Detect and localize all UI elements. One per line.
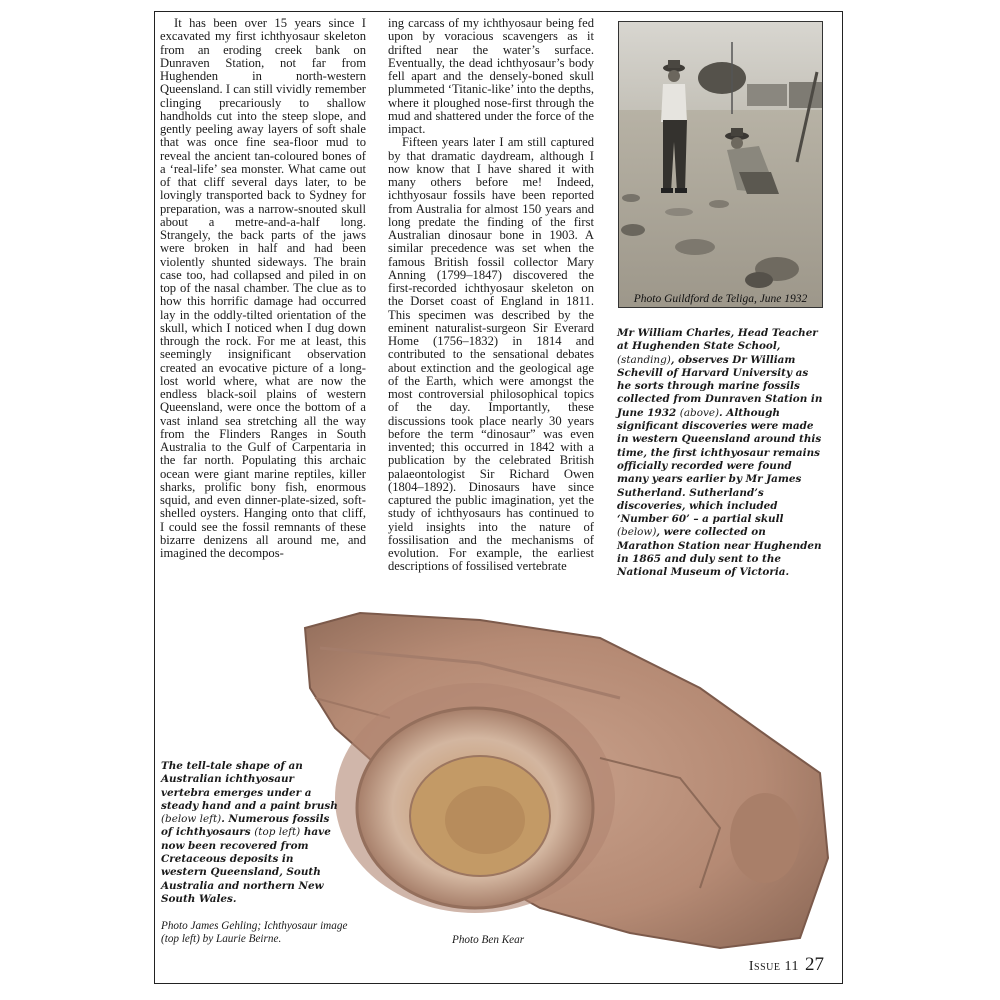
page-number: 27 — [805, 954, 824, 975]
caption-text: Mr William Charles, Head Teacher at Hughenden State School, — [617, 327, 818, 353]
photo-credit-left: Photo James Gehling; Ichthyosaur image (top left) by Laurie Beirne. — [161, 920, 348, 945]
caption-text: . Although significant discoveries were made in western Queensland around this time, the first ichthyosaur remains officially recorded were found many years earlier by Mr James Sutherland. Sutherland’s discoveries, which included ‘Number 60’ – a partial skull — [617, 406, 822, 526]
caption-text: (below) — [617, 526, 657, 539]
magazine-page — [154, 11, 843, 984]
caption-text: , were collected on Marathon Station near Hughenden in 1865 and duly sent to the National Museum of Victoria. — [617, 526, 822, 579]
fossil-skull-image — [300, 608, 830, 954]
caption-text: (above) — [679, 406, 720, 419]
historic-photo-image — [619, 22, 823, 308]
fossil-photo — [300, 608, 830, 954]
photo-caption-right — [617, 327, 825, 580]
page-folio — [749, 954, 824, 976]
caption-text: (standing) — [617, 353, 671, 366]
caption-text: (top left) — [254, 826, 301, 839]
caption-text: . Numerous fossils of ichthyosaurs — [161, 813, 330, 839]
issue-label: Issue 11 — [748, 959, 799, 974]
historic-photo — [618, 21, 823, 308]
article-paragraph: Fifteen years later I am still captured by that dramatic daydream, although I now know that I have shared it with many others before me! Indeed, ichthyosaur fossils have been reported from Australia for almost 150 years and long predate the finding of the first Australian dinosaur bone in 1903. A similar precedence was set when the famous British fossil collector Mary Anning (1799–1847) discovered the first-recorded ichthyosaur skeleton on the Dorset coast of England in 1811. This specimen was described by the eminent naturalist-surgeon Sir Everard Home (1756–1832) in 1814 and contributed to the sensational debates about extinction and the geological age of the Earth, which were amongst the most controversial philosophical topics of the day. Importantly, these discussions took place nearly 30 years before the term “dinosaur” was even invented; this occurred in 1842 with a publication by the celebrated British palaeontologist Sir Richard Owen (1804–1892). Dinosaurs have since captured the public imagination, yet the study of ichthyosaurs has continued to yield insights into the nature of fossilisation and the mechanisms of evolution. For example, the earliest descriptions of fossilised vertebrate — [388, 135, 594, 574]
photo-credit-fossil: Photo Ben Kear — [452, 934, 525, 946]
photo-caption-left — [161, 760, 341, 906]
article-paragraph: It has been over 15 years since I excavated my first ichthyosaur skeleton from an eroding creek bank on Dunraven Station, not far from Hughenden in north-western Queensland. I can still vividly remember clinging precariously to shallow handholds cut into the steep slope, and gently peeling away layers of soft shale that was once fine sea-floor mud to reveal the ancient tan-coloured bones of a ‘real-life’ sea monster. What came out of that cliff several days later, to be lovingly transported back to Sydney for preparation, was a narrow-snouted skull about a metre-and-a-half long. Strangely, the back parts of the jaws were broken in half and had been violently shunted sideways. The brain case too, had collapsed and piled in on top of the nasal chamber. The clue as to how this horrific damage had occurred lay in the oddly-tilted orientation of the skull, which I noticed when I dug down through the rock. For me at least, this seemingly insignificant observation created an evocative picture of a long-lost world where, what are now the endless black-soil plains of western Queensland, were once the bottom of a vast inland sea stretching all the way from the Flinders Ranges in South Australia to the Gulf of Carpentaria in the far north. Populating this archaic ocean were giant marine reptiles, killer sharks, prolific bony fish, enormous squid, and even dinner-plate-sized, soft-shelled oysters. Hanging onto that cliff, I could see the fossil remnants of these bizarre denizens all around me, and imagined the decompos- — [160, 16, 366, 560]
caption-text: The tell-tale shape of an Australian ichthyosaur vertebra emerges under a steady hand and a paint brush — [161, 760, 338, 812]
photo-credit: Photo Guildford de Teliga, June 1932 — [633, 293, 808, 305]
article-paragraph: ing carcass of my ichthyosaur being fed upon by voracious scavengers as it drifted near the water’s surface. Eventually, the dead ichthyosaur’s body fell apart and the densely-boned skull plummeted ‘Titanic-like’ into the depths, where it ploughed nose-first through the mud and shattered under the force of the impact. — [388, 16, 595, 136]
caption-text: (below left) — [161, 813, 222, 826]
article-column-2 — [388, 17, 594, 574]
caption-text: , observes Dr William Schevill of Harvard University as he sorts through marine fossils collected from Dunraven Station in June 1932 — [617, 353, 823, 419]
article-column-1 — [160, 17, 366, 560]
caption-text: have now been recovered from Cretaceous deposits in western Queensland, South Australia and northern New South Wales. — [161, 826, 331, 905]
